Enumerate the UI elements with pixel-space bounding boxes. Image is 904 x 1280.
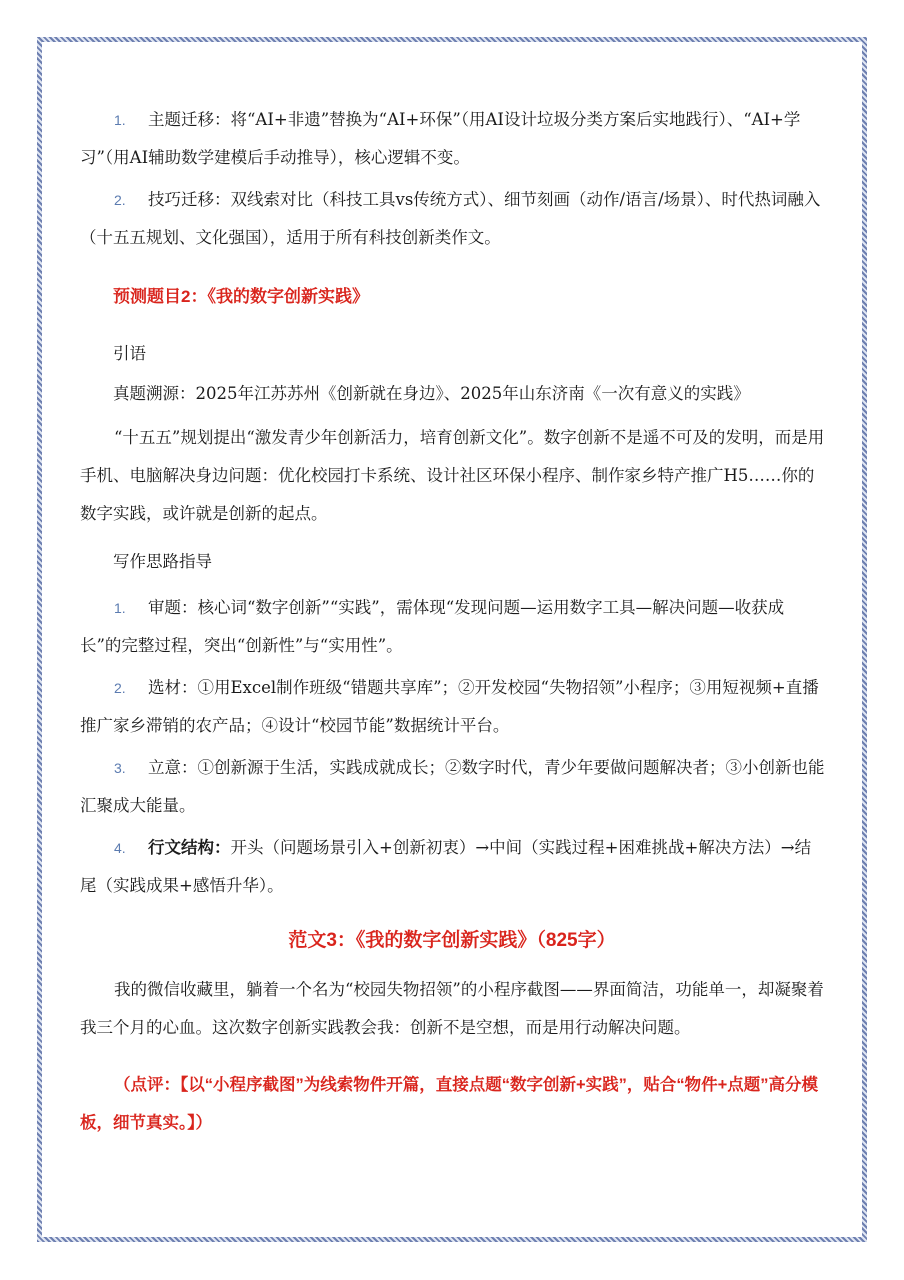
essay-title: 范文3：《我的数字创新实践》（825字） <box>288 930 616 951</box>
guide-item-3 <box>80 749 825 825</box>
list-label: 选材： <box>148 678 198 697</box>
list-label: 审题： <box>148 598 198 617</box>
list-label: 行文结构： <box>148 839 231 857</box>
source-line: 真题溯源：2025年江苏苏州《创新就在身边》、2025年山东济南《一次有意义的实践》 <box>113 384 750 403</box>
list-text: 开头（问题场景引入+创新初衷）→中间（实践过程+困难挑战+解决方法）→结尾（实践成果+感悟升华）。 <box>80 838 812 895</box>
migration-item-1 <box>80 101 825 177</box>
essay-comment: （点评：【以“小程序截图”为线索物件开篇，直接点题“数字创新+实践”，贴合“物件+点题”高分模板，细节真实。】） <box>80 1076 819 1132</box>
guide-item-4 <box>80 829 825 905</box>
intro-label: 引语 <box>113 345 146 363</box>
list-number: 3. <box>114 760 126 776</box>
guide-item-2 <box>80 669 825 745</box>
list-number: 1. <box>114 112 126 128</box>
list-text: ①创新源于生活，实践成就成长；②数字时代，青少年要做问题解决者；③小创新也能汇聚成大能量。 <box>80 758 825 815</box>
list-number: 1. <box>114 600 126 616</box>
list-text: ①用Excel制作班级“错题共享库”；②开发校园“失物招领”小程序；③用短视频+直播推广家乡滞销的农产品；④设计“校园节能”数据统计平台。 <box>80 678 819 735</box>
topic2-heading: 预测题目2：《我的数字创新实践》 <box>113 287 369 306</box>
list-text: 核心词“数字创新”“实践”，需体现“发现问题—运用数字工具—解决问题—收获成长”的完整过程，突出“创新性”与“实用性”。 <box>80 598 785 655</box>
guide-item-1 <box>80 589 825 665</box>
list-number: 2. <box>114 680 126 696</box>
list-label: 立意： <box>148 758 198 777</box>
migration-item-2 <box>80 181 825 257</box>
list-number: 2. <box>114 192 126 208</box>
list-number: 4. <box>114 840 126 856</box>
list-text: 主题迁移：将“AI+非遗”替换为“AI+环保”（用AI设计垃圾分类方案后实地践行）、“AI+学习”（用AI辅助数学建模后手动推导），核心逻辑不变。 <box>80 110 801 167</box>
intro-paragraph: “十五五”规划提出“激发青少年创新活力，培育创新文化”。数字创新不是遥不可及的发明，而是用手机、电脑解决身边问题：优化校园打卡系统、设计社区环保小程序、制作家乡特产推广H5……你的数字实践，或许就是创新的起点。 <box>80 428 825 523</box>
list-text: 技巧迁移：双线索对比（科技工具vs传统方式）、细节刻画（动作/语言/场景）、时代热词融入（十五五规划、文化强国），适用于所有科技创新类作文。 <box>80 190 821 247</box>
essay-paragraph: 我的微信收藏里，躺着一个名为“校园失物招领”的小程序截图——界面简洁，功能单一，却凝聚着我三个月的心血。这次数字创新实践教会我：创新不是空想，而是用行动解决问题。 <box>80 980 824 1037</box>
guide-label: 写作思路指导 <box>113 553 212 571</box>
